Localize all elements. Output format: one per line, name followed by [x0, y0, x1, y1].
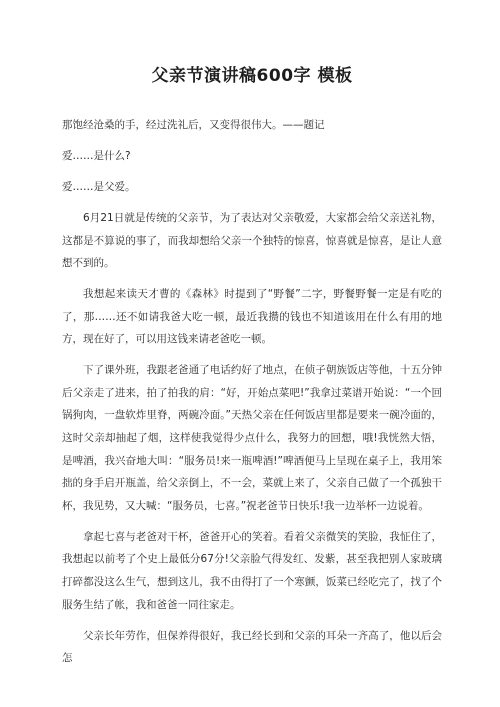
body-paragraph-1: 6月21日就是传统的父亲节，为了表达对父亲敬爱，大家都会给父亲送礼物，这都是不算说的事了，而我却想给父亲一个独特的惊喜，惊喜就是惊喜，是让人意想不到的。 [62, 211, 442, 270]
body-paragraph-2: 我想起来读天才曹的《森林》时提到了“野餐”二字，野餐野餐一定是有吃的了，那……还不如请我爸大吃一顿，最近我攒的钱也不知道该用在什么有用的地方，现在好了，可以用这钱来请老爸吃一顿。 [62, 288, 442, 346]
page-title: 父亲节演讲稿600字 模板 [151, 66, 353, 86]
epigraph-paragraph: 那饱经沧桑的手，经过洗礼后，又变得很伟大。——题记 [62, 119, 325, 131]
body-paragraph-5: 父亲长年劳作，但保养得很好，我已经长到和父亲的耳朵一齐高了，他以后会怎 [62, 629, 442, 665]
document-body [62, 114, 442, 670]
body-paragraph-3: 下了课外班，我跟老爸通了电话约好了地点，在侦子朝族饭店等他，十五分钟后父亲走了进来，拍了拍我的肩：“好，开始点菜吧!”我拿过菜谱开始说：“一个回锅狗肉，一盘软炸里脊，两碗冷面。”天热父亲在任何饭店里都是要来一碗冷面的，这时父亲却抽起了烟，这样使我觉得少点什么，我努力的回想，哦!我恍然大悟，是啤酒，我兴奋地大叫：“服务员!来一瓶啤酒!”啤酒便马上呈现在桌子上，我用笨拙的身手启开瓶盖，给父亲倒上，不一会，菜就上来了，父亲自己做了一个孤独干杯，我见势，又大喊：“服务员，七喜。”祝老爸节日快乐!我一边举杯一边说着。 [62, 364, 442, 512]
question-paragraph: 爱……是什么? [62, 149, 131, 162]
answer-paragraph: 爱……是父爱。 [62, 180, 136, 193]
body-paragraph-4: 拿起七喜与老爸对干杯，爸爸开心的笑着。看着父亲微笑的笑脸，我怔住了，我想起以前考了个史上最低分67分!父亲脸气得发红、发紫，甚至我把别人家玻璃打碎都没这么生气，想到这儿，我不由得打了一个寒颤，饭菜已经吃完了，找了个服务生结了帐，我和爸爸一同往家走。 [62, 530, 442, 611]
